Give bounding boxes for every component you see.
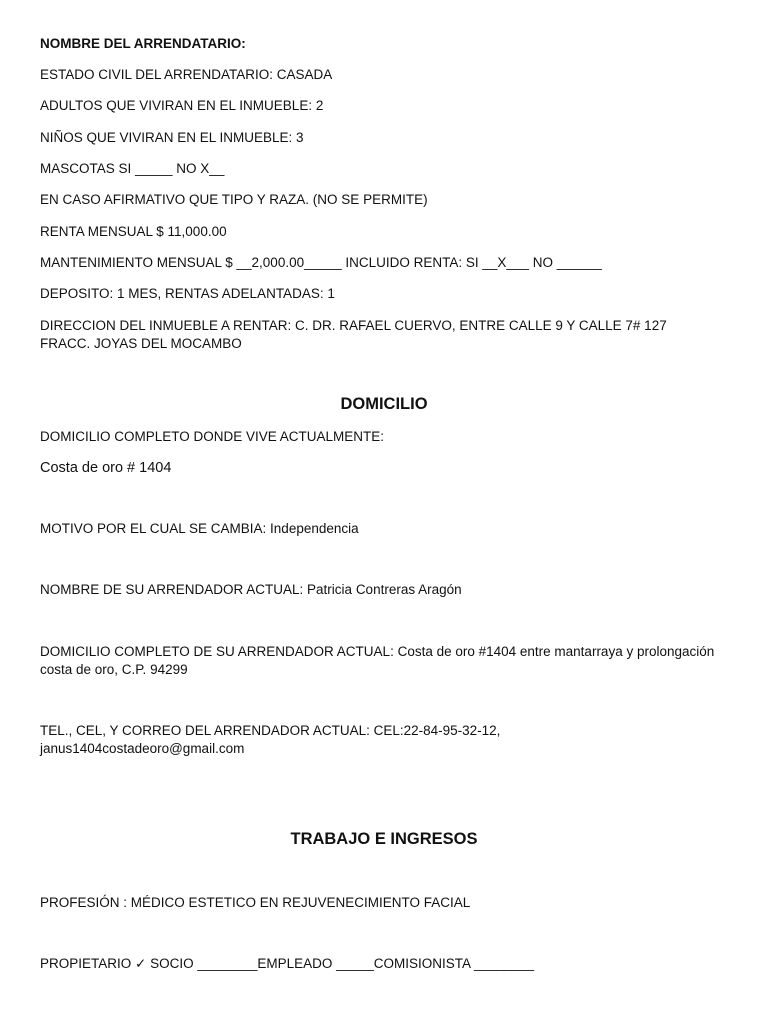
tipo-trabajo: PROPIETARIO ✓ SOCIO ________EMPLEADO _____COMISIONISTA ________ [40, 956, 535, 971]
section-heading-domicilio: DOMICILIO [340, 395, 428, 413]
motivo-cambio: MOTIVO POR EL CUAL SE CAMBIA: Independencia [40, 521, 359, 536]
tipo-raza: EN CASO AFIRMATIVO QUE TIPO Y RAZA. (NO SE PERMITE) [40, 192, 428, 207]
arrendador-domicilio: DOMICILIO COMPLETO DE SU ARRENDADOR ACTUAL: Costa de oro #1404 entre mantarraya y prolongación costa de oro, C.P. 94299 [40, 644, 715, 677]
direccion-inmueble: DIRECCION DEL INMUEBLE A RENTAR: C. DR. RAFAEL CUERVO, ENTRE CALLE 9 Y CALLE 7# 127 FRACC. JOYAS DEL MOCAMBO [40, 318, 667, 351]
mantenimiento-mensual: MANTENIMIENTO MENSUAL $ __2,000.00_____ INCLUIDO RENTA: SI __X___ NO ______ [40, 255, 602, 270]
arrendador-contacto: TEL., CEL, Y CORREO DEL ARRENDADOR ACTUAL: CEL:22-84-95-32-12, janus1404costadeoro@gmail.com [40, 723, 501, 756]
arrendatario-nombre-label: NOMBRE DEL ARRENDATARIO: [40, 36, 246, 51]
adultos: ADULTOS QUE VIVIRAN EN EL INMUEBLE: 2 [40, 98, 324, 113]
ninos: NIÑOS QUE VIVIRAN EN EL INMUEBLE: 3 [40, 130, 304, 145]
deposito: DEPOSITO: 1 MES, RENTAS ADELANTADAS: 1 [40, 286, 335, 301]
estado-civil: ESTADO CIVIL DEL ARRENDATARIO: CASADA [40, 67, 333, 82]
renta-mensual: RENTA MENSUAL $ 11,000.00 [40, 224, 227, 239]
arrendador-nombre: NOMBRE DE SU ARRENDADOR ACTUAL: Patricia Contreras Aragón [40, 582, 462, 597]
section-heading-trabajo: TRABAJO E INGRESOS [290, 830, 478, 848]
domicilio-completo-label: DOMICILIO COMPLETO DONDE VIVE ACTUALMENTE: [40, 429, 385, 444]
domicilio-completo-value: Costa de oro # 1404 [40, 460, 172, 476]
profesion: PROFESIÓN : MÉDICO ESTETICO EN REJUVENECIMIENTO FACIAL [40, 895, 471, 910]
mascotas: MASCOTAS SI _____ NO X__ [40, 161, 225, 176]
